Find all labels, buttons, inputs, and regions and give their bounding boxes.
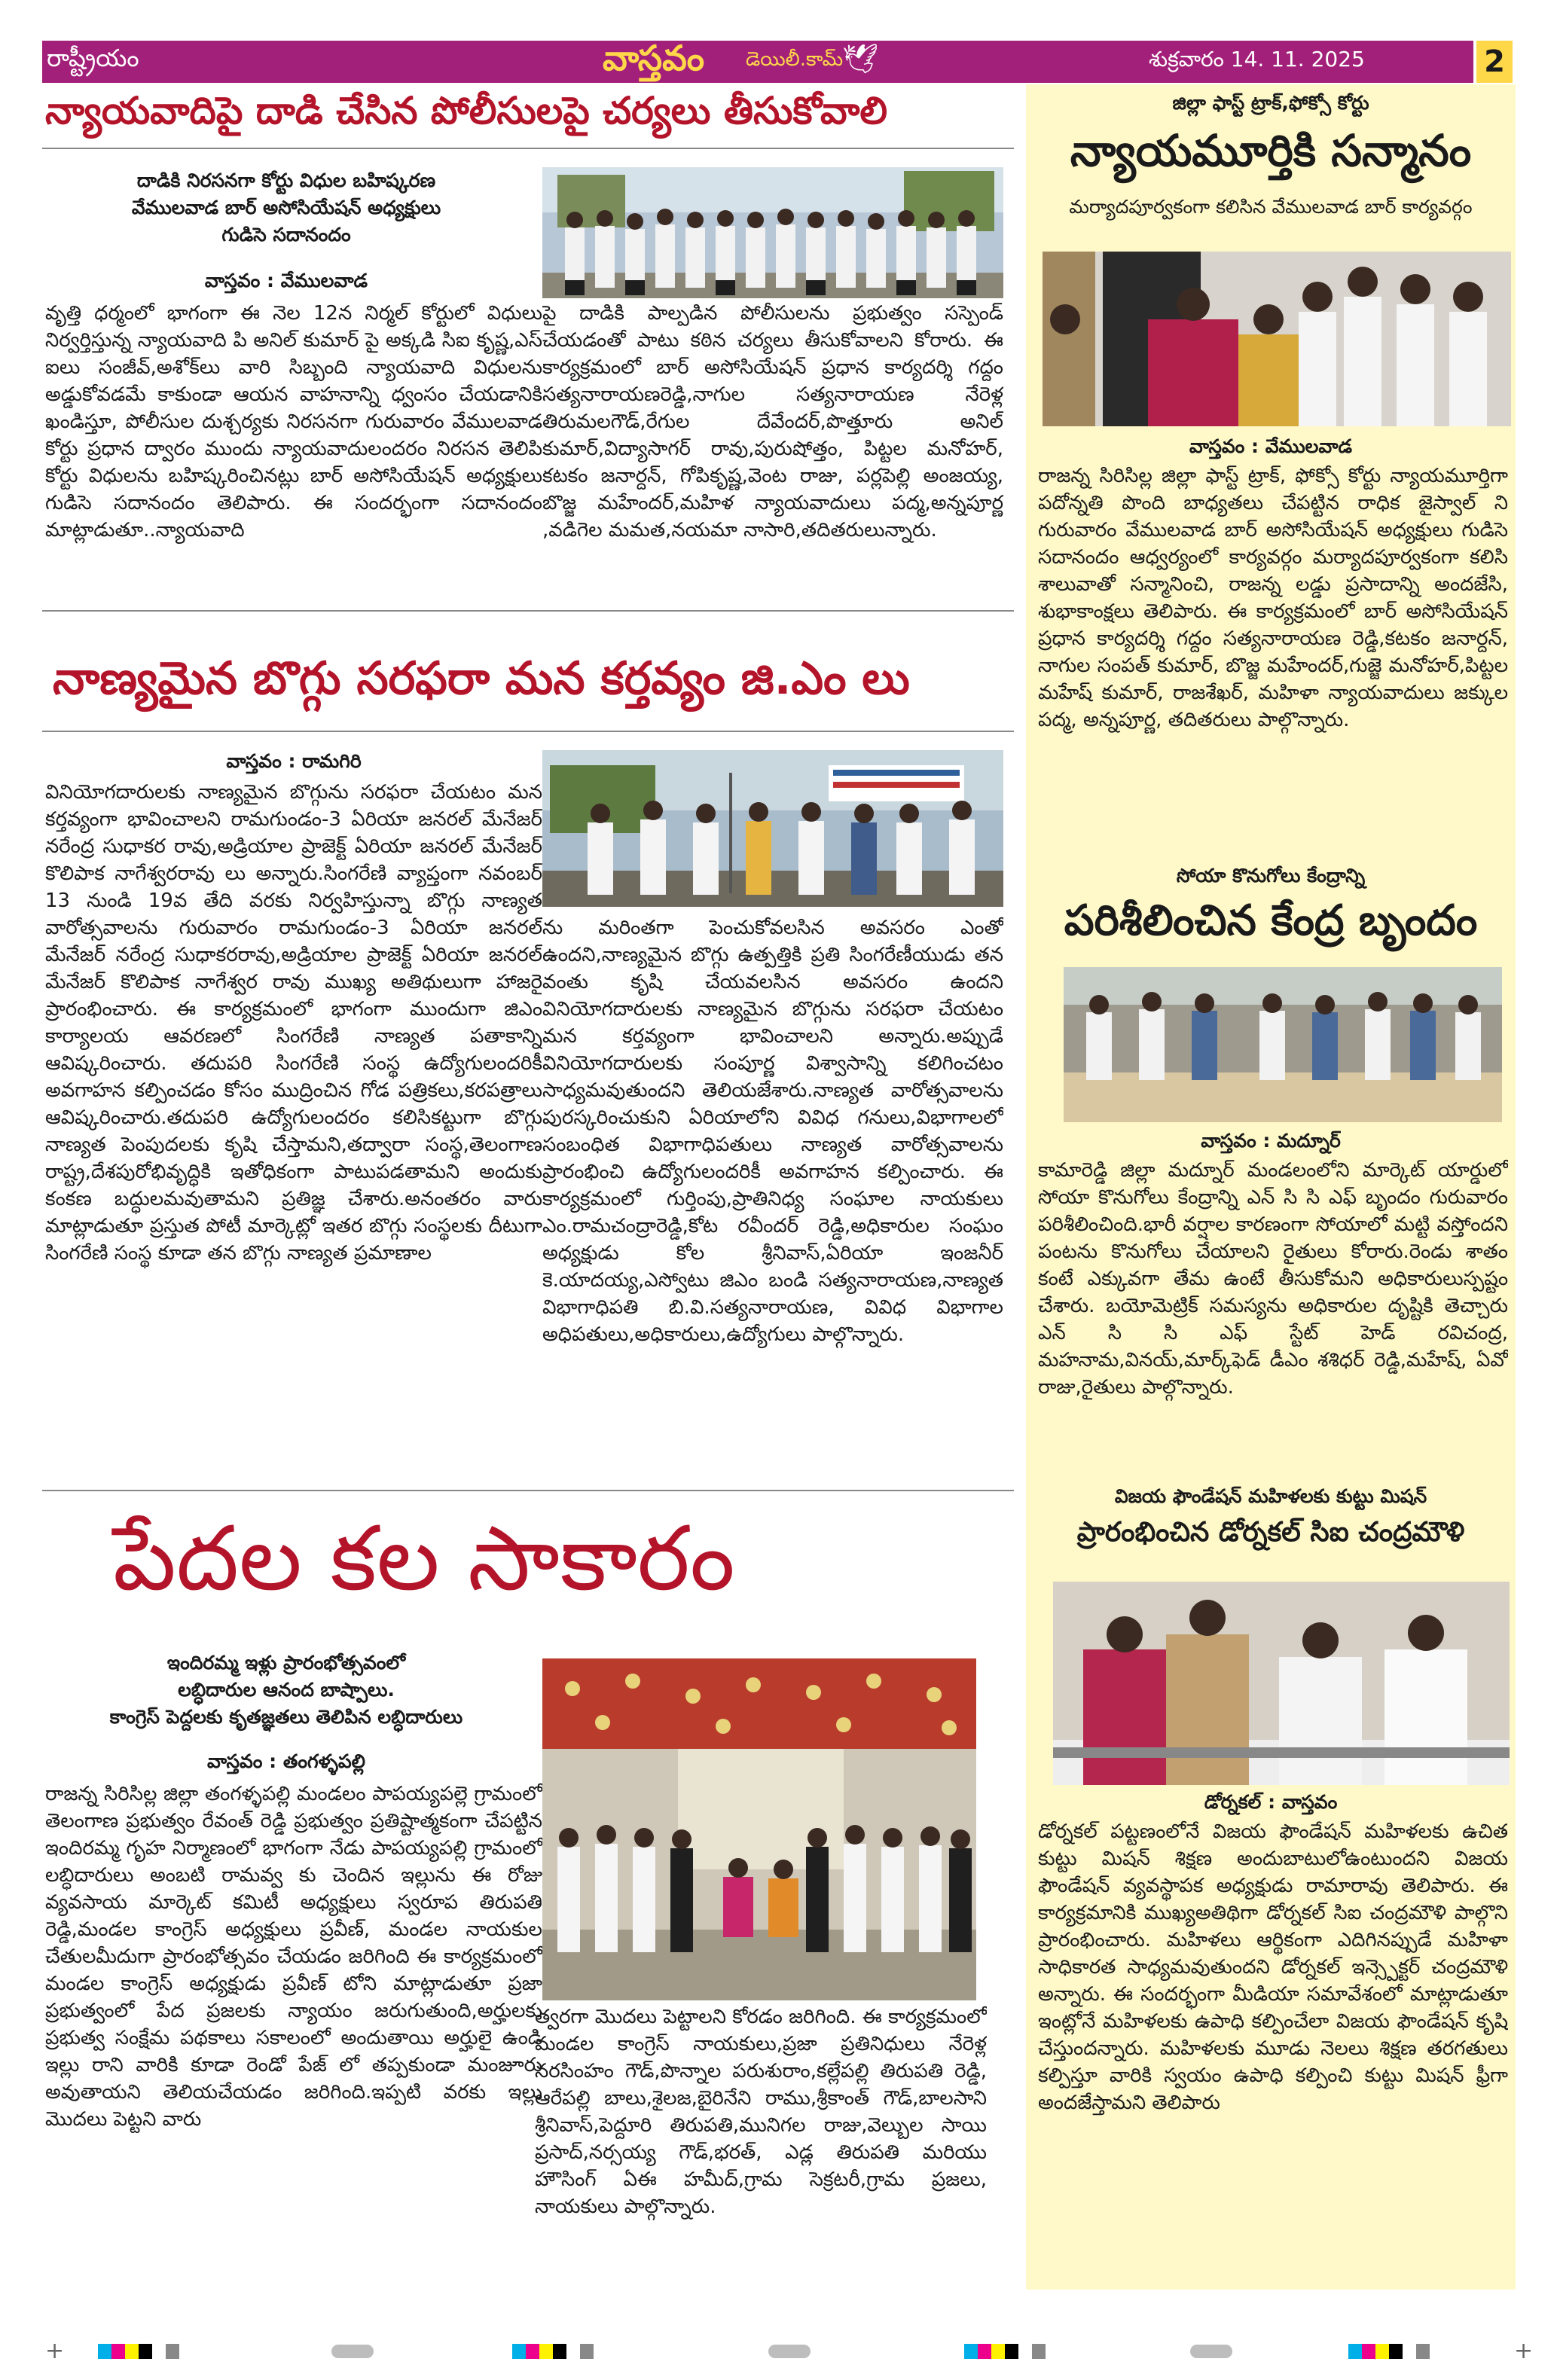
side1-headline: న్యాయమూర్తికి సన్మానం [1070,125,1472,176]
article1-subhead: వేములవాడ బార్ అసోసియేషన్ అధ్యక్షులు [131,197,441,218]
color-registration-bar [1348,2344,1430,2359]
side3-body: డోర్నకల్ పట్టణంలోనే విజయ ఫౌండేషన్ మహిళలకు ఉచిత కుట్టు మిషన్ శిక్షణ అందుబాటులోఉంటుందని విజయ ఫౌండేషన్ వ్యవస్థాపక అధ్యక్షుడు రామారావు తెలిపారు. ఈ కార్యక్రమానికి ముఖ్యఅతిథిగా డోర్నకల్ సిఐ చంద్రమౌళి పాల్గొని ప్రారంభించారు. మహిళలు ఆర్థికంగా ఎదిగినప్పుడే మహిళా సాధికారత సాధ్యమవుతుందని డోర్నకల్ ఇన్స్పెక్టర్ చంద్రమౌళి అన్నారు. ఈ సందర్భంగా మీడియా సమావేశంలో మాట్లాడుతూ ఇంట్లోనే మహిళలకు ఉపాధి కల్పించేలా విజయ ఫౌండేషన్ కృషి చేస్తుందన్నారు. మహిళలకు మూడు నెలలు శిక్షణ తరగతులు కల్పిస్తూ వారికి స్వయం ఉపాధి కల్పించి కుట్టు మిషన్ ఫ్రీగా అందజేస్తామని తెలిపారు [1038,1820,1508,2114]
article3-subheads [45,1649,527,1731]
article3-subhead: కాంగ్రెస్ పెద్దలకు కృతజ్ఞతలు తెలిపిన లబ్ధిదారులు [109,1706,463,1728]
article2-body-col1: వినియోగదారులకు నాణ్యమైన బొగ్గును సరఫరా చేయటం మన కర్తవ్యంగా భావించాలని రామగుండం-3 ఏరియా జనరల్ మేనేజర్ నరేంద్ర సుధాకర రావు,అడ్రియాల ప్రాజెక్ట్ ఏరియా జనరల్ మేనేజర్ కొలిపాక నాగేశ్వరరావు లు అన్నారు.సింగరేణి వ్యాప్తంగా నవంబర్ 13 నుండి 19వ తేది వరకు నిర్వహిస్తున్నా బొగ్గు నాణ్యత వారోత్సవాలను గురువారం రామగుండం-3 ఏరియా జనరల్ మేనేజర్ నరేంద్ర సుధాకరరావు,అడ్రియాల ప్రాజెక్ట్ ఏరియా జనరల్ మేనేజర్ కొలిపాక నాగేశ్వర రావు ముఖ్య అతిథులుగా హాజరై ప్రారంభించారు. ఈ కార్యక్రమంలో భాగంగా ముందుగా జిఎం కార్యాలయ ఆవరణలో సింగరేణి నాణ్యత పతాకాన్ని ఆవిష్కరించారు. తదుపరి సింగరేణి సంస్థ ఉద్యోగులందరికీ అవగాహన కల్పించడం కోసం ముద్రించిన గోడ పత్రికలు,కరపత్రాలు ఆవిష్కరించారు.తదుపరి ఉద్యోగులందరం కలిసికట్టుగా బొగ్గు నాణ్యత పెంపుదలకు కృషి చేస్తామని,తద్వారా సంస్థ,తెలంగాణ రాష్ట్ర,దేశపురోభివృద్ధికి ఇతోధికంగా పాటుపడతామని అందుకు కంకణ బద్ధులమవుతామని ప్రతిజ్ఞ చేశారు.అనంతరం వారు మాట్లాడుతూ ప్రస్తుత పోటీ మార్కెట్లో ఇతర బొగ్గు సంస్థలకు దీటుగా సింగరేణి సంస్థ కూడా తన బొగ్గు నాణ్యత ప్రమాణాల [45,781,542,1265]
color-registration-bar [964,2344,1046,2359]
article3-body-col1: రాజన్న సిరిసిల్ల జిల్లా తంగళ్ళపల్లి మండలం పాపయ్యపల్లె గ్రామంలో తెలంగాణ ప్రభుత్వం రేవంత్ రెడ్డి ప్రభుత్వం ప్రతిష్టాత్మకంగా చేపట్టిన ఇందిరమ్మ గృహ నిర్మాణంలో భాగంగా నేడు పాపయ్యపల్లి గ్రామంలో లబ్ధిదారులు అంబటి రామవ్వ కు చెందిన ఇల్లును ఈ రోజు వ్యవసాయ మార్కెట్ కమిటీ అధ్యక్షులు స్వరూప తిరుపతి రెడ్డి,మండల కాంగ్రెస్ అధ్యక్షులు ప్రవీణ్, మండల నాయకుల చేతులమీదుగా ప్రారంభోత్సవం చేయడం జరిగింది ఈ కార్యక్రమంలో మండల కాంగ్రెస్ అధ్యక్షుడు ప్రవీణ్ టోని మాట్లాడుతూ ప్రజా ప్రభుత్వంలో పేద ప్రజలకు న్యాయం జరుగుతుంది,అర్హులకు ప్రభుత్వ సంక్షేమ పథకాలు సకాలంలో అందుతాయి అర్హులై ఉండి ఇల్లు రాని వారికి కూడా రెండో పేజ్ లో తప్పకుండా మంజూరు అవుతాయని తెలియచేయడం జరిగింది.ఇప్పటి వరకు ఇల్లు మొదలు పెట్టని వారు [45,1783,542,2131]
divider [42,731,1014,732]
side3-kicker: విజయ ఫౌండేషన్ మహిళలకు కుట్టు మిషన్ [1114,1485,1427,1507]
issue-date: శుక్రవారం 14. 11. 2025 [1149,47,1365,72]
divider [42,1490,1014,1491]
section-label: రాష్ట్రీయం [47,44,139,72]
article2-headline: నాణ్యమైన బొగ్గు సరఫరా మన కర్తవ్యం జి.ఎం లు [53,652,910,705]
side3-dateline: డోర్నకల్ : వాస్తవం [1204,1791,1338,1813]
article1-photo [542,167,1003,298]
article3-subhead: లబ్ధిదారుల ఆనంద బాష్పాలు. [178,1679,395,1701]
side3-headline: ప్రారంభించిన డోర్నకల్ సిఐ చంద్రమౌళి [1076,1517,1465,1548]
crosshair-icon: + [1514,2338,1534,2364]
side2-dateline: వాస్తవం : మద్నూర్ [1201,1130,1341,1152]
article3-headline: పేదల కల సాకారం [113,1506,735,1610]
color-registration-bar [98,2344,179,2359]
registration-oval [1190,2345,1232,2358]
article2-photo [542,750,1003,907]
article1-subhead: గుడిసె సదానందం [221,224,351,246]
article2-dateline: వాస్తవం : రామగిరి [226,750,362,772]
article1-subhead: దాడికి నిరసనగా కోర్టు విధుల బహిష్కరణ [136,169,436,191]
article3-body-col2: త్వరగా మొదలు పెట్టాలని కోరడం జరిగింది. ఈ కార్యక్రమంలో మండల కాంగ్రెస్ నాయకులు,ప్రజా ప్రతినిధులు నేరెళ్ల నరసింహం గౌడ్,పొన్నాల పరుశురాం,కల్లేపల్లి తిరుపతి రెడ్డి, ఆరేపల్లి బాలు,శైలజ,బైరినేని రాము,శ్రీకాంత్ గౌడ్,బాలసాని శ్రీనివాస్,పెద్దూరి తిరుపతి,మునిగల రాజు,వెల్బుల సాయి ప్రసాద్,నర్సయ్య గౌడ్,భరత్, ఎడ్ల తిరుపతి మరియు హౌసింగ్ ఏఈ హమీద్,గ్రామ సెక్రటరీ,గ్రామ ప్రజలు, నాయకులు పాల్గొన్నారు. [535,2006,987,2218]
side1-body: రాజన్న సిరిసిల్ల జిల్లా ఫాస్ట్ ట్రాక్, ఫోక్సో కోర్టు న్యాయమూర్తిగా పదోన్నతి పొంది బాధ్యతలు చేపట్టిన రాధిక జైస్వాల్ ని గురువారం వేములవాడ బార్ అసోసియేషన్ అధ్యక్షులు గుడిసె సదానందం ఆధ్వర్యంలో కార్యవర్గం మర్యాదపూర్వకంగా కలిసి శాలువాతో సన్మానించి, రాజన్న లడ్డు ప్రసాదాన్ని అందజేసి, శుభాకాంక్షలు తెలిపారు. ఈ కార్యక్రమంలో బార్ అసోసియేషన్ ప్రధాన కార్యదర్శి గద్దం సత్యనారాయణ రెడ్డి,కటకం జనార్దన్, నాగుల సంపత్ కుమార్, బొజ్జ మహేందర్,గుజ్జె మనోహర్,పిట్టల మహేష్ కుమార్, రాజశేఖర్, మహిళా న్యాయవాదులు జక్కుల పద్మ, అన్నపూర్ణ, తదితరులు పాల్గొన్నారు. [1038,465,1508,731]
side2-photo [1064,967,1502,1122]
divider [42,148,1014,149]
crosshair-icon: + [45,2338,65,2364]
side3-photo [1053,1582,1510,1785]
color-registration-bar [512,2344,594,2359]
article1-headline: న్యాయవాదిపై దాడి చేసిన పోలీసులపై చర్యలు తీసుకోవాలి [45,89,888,133]
article3-dateline: వాస్తవం : తంగళ్ళపల్లి [207,1750,365,1772]
newspaper-site: డెయిలీ.కామ్ [746,48,844,71]
side2-body: కామారెడ్డి జిల్లా మద్నూర్ మండలంలోని మార్కెట్ యార్డులో సోయా కొనుగోలు కేంద్రాన్ని ఎన్ సి సి ఎఫ్ బృందం గురువారం పరిశీలించింది.భారీ వర్షాల కారణంగా సోయాలో మట్టి వస్తోందని పంటను కొనుగోలు చేయాలని రైతులు కోరారు.రెండు శాతం కంటే ఎక్కువగా తేమ ఉంటే తీసుకోమని అధికారులుస్పష్టం చేశారు. బయోమెట్రిక్ సమస్యను అధికారుల దృష్టికి తెచ్చారు ఎన్ సి సి ఎఫ్ స్టేట్ హెడ్ రవిచంద్ర, మహనామ,వినయ్,మార్క్‌ఫెడ్ డీఎం శశిధర్ రెడ్డి,మహేష్, ఏవో రాజు,రైతులు పాల్గొన్నారు. [1038,1159,1508,1399]
side1-photo [1043,252,1511,426]
dove-icon: 🕊 [842,42,879,75]
registration-oval [331,2345,374,2358]
article1-body-col2: పై దాడికి పాల్పడిన పోలీసులను ప్రభుత్వం సస్పెండ్ చేయడంతో పాటు కఠిన చర్యలు తీసుకోవాలని కోరారు. ఈ కార్యక్రమంలో బార్ అసోసియేషన్ ప్రధాన కార్యదర్శి గద్దం సత్యనారాయణరెడ్డి,నాగుల సత్యనారాయణ నేరెళ్ల తిరుమలగౌడ్,రేగుల దేవేందర్,పొత్తూరు అనిల్ కుమార్,విద్యాసాగర్ రావు,పురుషోత్తం, పిట్టల మనోహర్, కటకం జనార్దన్, గోపికృష్ణ,వెంట రాజు, పర్లపెల్లి అంజయ్య, బొజ్జ మహేందర్,మహిళ న్యాయవాదులు పద్మ,అన్నపూర్ణ ,వడిగెల మమత,నయమా నాసారి,తదితరులున్నారు. [542,302,1003,542]
side1-subhead: మర్యాదపూర్వకంగా కలిసిన వేములవాడ బార్ కార్యవర్గం [1069,196,1473,218]
newspaper-logo: వాస్తవం [603,38,705,78]
article1-dateline: వాస్తవం : వేములవాడ [204,270,368,291]
article2-body-col2: ను మరింతగా పెంచుకోవలసిన అవసరం ఎంతో ఉందని,నాణ్యమైన బొగ్గు ఉత్పత్తికి ప్రతి సింగరేణీయుడు తన వంతు కృషి చేయవలసిన అవసరం ఉందని వినియోగదారులకు నాణ్యమైన బొగ్గును సరఫరా చేయటం మన కర్తవ్యంగా భావించాలని అన్నారు.అప్పుడే వినియోగదారులకు సంపూర్ణ విశ్వాసాన్ని కలిగించటం సాధ్యమవుతుందని తెలియజేశారు.నాణ్యత వారోత్సవాలను పురస్కరించుకుని ఏరియాలోని వివిధ గనులు,విభాగాలలో సంబంధిత విభాగాధిపతులు నాణ్యత వారోత్సవాలను ప్రారంభించి ఉద్యోగులందరికీ అవగాహన కల్పించారు. ఈ కార్యక్రమంలో గుర్తింపు,ప్రాతినిధ్య సంఘాల నాయకులు ఎం.రామచంద్రారెడ్డి,కోట రవీందర్ రెడ్డి,అధికారుల సంఘం అధ్యక్షుడు కోల శ్రీనివాస్,ఏరియా ఇంజనీర్ కె.యాదయ్య,ఎస్వోటు జిఎం బండి సత్యనారాయణ,నాణ్యత విభాగాధిపతి బి.వి.సత్యనారాయణ, వివిధ విభాగాల అధిపతులు,అధికారులు,ఉద్యోగులు పాల్గొన్నారు. [542,917,1003,1346]
divider [42,610,1014,612]
registration-oval [768,2345,811,2358]
article3-photo [542,1658,976,2000]
side2-kicker: సోయా కొనుగోలు కేంద్రాన్ని [1176,865,1366,886]
side1-dateline: వాస్తవం : వేములవాడ [1189,435,1353,457]
side1-kicker: జిల్లా ఫాస్ట్ ట్రాక్,ఫోక్సో కోర్టు [1172,92,1369,114]
article1-body-col1: వృత్తి ధర్మంలో భాగంగా ఈ నెల 12న నిర్మల్ కోర్టులో విధులు నిర్వర్తిస్తున్న న్యాయవాది పి అనిల్ కుమార్ పై అక్కడి సిఐ కృష్ణ,ఎస్ ఐలు సంజీవ్,అశోక్‌లు వారి సిబ్బంది న్యాయవాది విధులను అడ్డుకోవడమే కాకుండా ఆయన వాహనాన్ని ధ్వంసం చేయడానికి ఖండిస్తూ, పోలీసుల దుశ్చర్యకు నిరసనగా గురువారం వేములవాడ కోర్టు ప్రధాన ద్వారం ముందు న్యాయవాదులందరం నిరసన తెలిపి కోర్టు విధులను బహిష్కరించినట్లు బార్ అసోసియేషన్ అధ్యక్షులు గుడిసె సదానందం తెలిపారు. ఈ సందర్భంగా సదానందం మాట్లాడుతూ..న్యాయవాది [45,302,542,542]
side2-headline: పరిశీలించిన కేంద్ర బృందం [1064,896,1478,945]
article3-subhead: ఇందిరమ్మ ఇళ్లు ప్రారంభోత్సవంలో [166,1652,406,1674]
page-number: 2 [1476,41,1513,83]
article1-subheads [45,167,527,249]
